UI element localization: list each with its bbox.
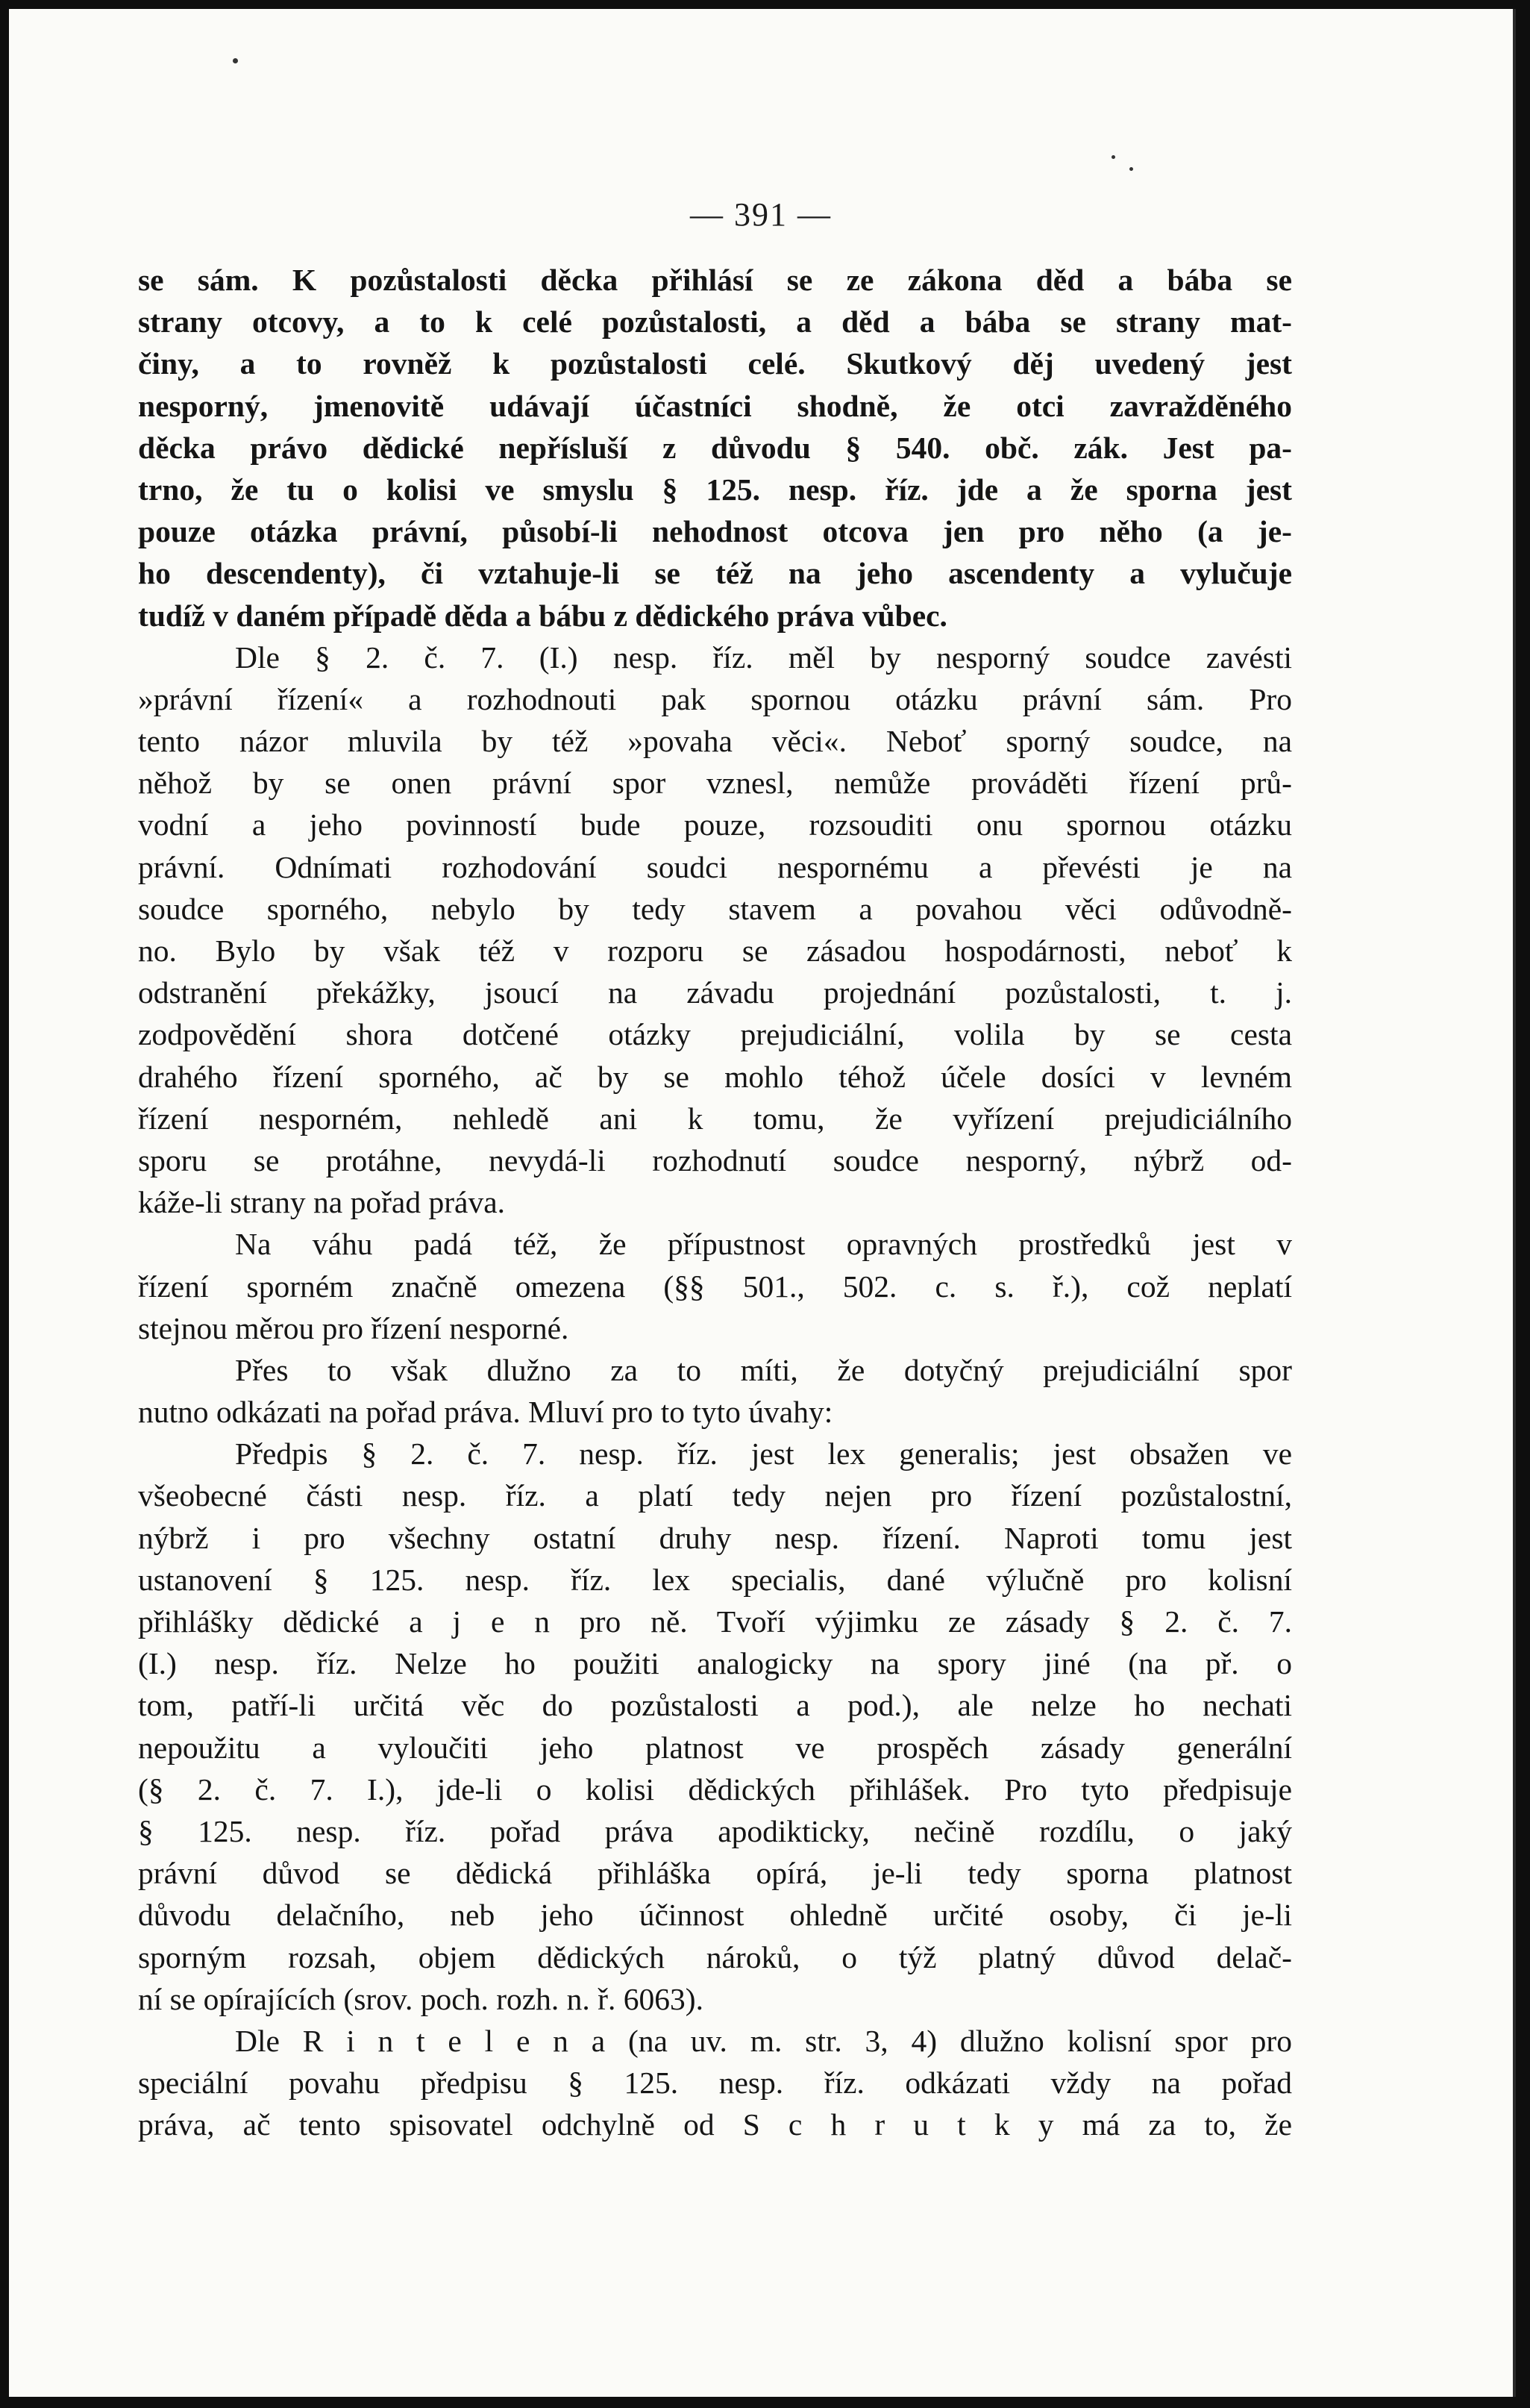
text-line: přihlášky dědické a j e n pro ně. Tvoří výjimku ze zásady § 2. č. 7. bbox=[138, 1604, 1292, 1639]
text-line: tento názor mluvila by též »povaha věci«. Neboť sporný soudce, na bbox=[138, 724, 1292, 759]
text-line: nýbrž i pro všechny ostatní druhy nesp. řízení. Naproti tomu jest bbox=[138, 1520, 1292, 1555]
text-line: nutno odkázati na pořad práva. Mluví pro to tyto úvahy: bbox=[138, 1395, 833, 1430]
text-line: tom, patří-li určitá věc do pozůstalosti a pod.), ale nelze ho nechati bbox=[138, 1688, 1292, 1723]
text-line: vodní a jeho povinností bude pouze, rozsouditi onu spornou otázku bbox=[138, 807, 1292, 842]
text-line: drahého řízení sporného, ač by se mohlo téhož účele dosíci v levném bbox=[138, 1059, 1292, 1094]
text-line: ho descendenty), či vztahuje-li se též na jeho ascendenty a vylučuje bbox=[138, 556, 1292, 591]
text-line: stejnou měrou pro řízení nesporné. bbox=[138, 1310, 569, 1345]
page-number: — 391 — bbox=[690, 196, 832, 233]
text-line: tudíž v daném případě děda a bábu z dědického práva vůbec. bbox=[138, 598, 947, 633]
text-line: Dle R i n t e l e n a (na uv. m. str. 3, 4) dlužno kolisní spor pro bbox=[235, 2023, 1292, 2058]
text-line: ustanovení § 125. nesp. říz. lex specialis, dané výlučně pro kolisní bbox=[138, 1562, 1292, 1597]
text-line: se sám. K pozůstalosti děcka přihlásí se ze zákona děd a bába se bbox=[138, 263, 1292, 297]
text-line: pouze otázka právní, působí-li nehodnost otcova jen pro něho (a je- bbox=[138, 514, 1292, 549]
text-line: speciální povahu předpisu § 125. nesp. říz. odkázati vždy na pořad bbox=[138, 2065, 1292, 2101]
ink-speck bbox=[233, 58, 238, 63]
text-line: káže-li strany na pořad práva. bbox=[138, 1185, 506, 1220]
text-line: právní. Odnímati rozhodování soudci nespornému a převésti je na bbox=[138, 849, 1292, 884]
text-line: Přes to však dlužno za to míti, že dotyčný prejudiciální spor bbox=[235, 1352, 1292, 1387]
text-line: (§ 2. č. 7. I.), jde-li o kolisi dědických přihlášek. Pro tyto předpisuje bbox=[138, 1771, 1292, 1807]
text-line: »právní řízení« a rozhodnouti pak spornou otázku právní sám. Pro bbox=[138, 681, 1292, 716]
text-line: ní se opírajících (srov. poch. rozh. n. ř. 6063). bbox=[138, 1981, 703, 2016]
text-line: strany otcovy, a to k celé pozůstalosti, a děd a bába se strany mat- bbox=[138, 304, 1292, 340]
text-line: řízení sporném značně omezena (§§ 501., 502. c. s. ř.), což neplatí bbox=[138, 1269, 1292, 1304]
text-line: Předpis § 2. č. 7. nesp. říz. jest lex generalis; jest obsažen ve bbox=[235, 1436, 1292, 1472]
text-line: § 125. nesp. říz. pořad práva apodikticky, nečině rozdílu, o jaký bbox=[138, 1813, 1292, 1848]
text-line: děcka právo dědické nepřísluší z důvodu § 540. obč. zák. Jest pa- bbox=[138, 430, 1292, 465]
text-line: sporu se protáhne, nevydá-li rozhodnutí soudce nesporný, nýbrž od- bbox=[138, 1142, 1292, 1178]
text-line: no. Bylo by však též v rozporu se zásadou hospodárnosti, neboť k bbox=[138, 934, 1292, 968]
text-line: odstranění překážky, jsoucí na závadu projednání pozůstalosti, t. j. bbox=[138, 975, 1292, 1010]
text-line: nesporný, jmenovitě udávají účastníci shodně, že otci zavražděného bbox=[138, 388, 1292, 423]
text-line: všeobecné části nesp. říz. a platí tedy nejen pro řízení pozůstalostní, bbox=[138, 1478, 1292, 1513]
text-line: trno, že tu o kolisi ve smyslu § 125. nesp. říz. jde a že sporna jest bbox=[138, 472, 1292, 507]
text-line: soudce sporného, nebylo by tedy stavem a povahou věci odůvodně- bbox=[138, 891, 1292, 926]
text-line: (I.) nesp. říz. Nelze ho použiti analogicky na spory jiné (na př. o bbox=[138, 1646, 1292, 1681]
text-line: zodpovědění shora dotčené otázky prejudiciální, volila by se cesta bbox=[138, 1017, 1292, 1052]
text-line: sporným rozsah, objem dědických nároků, o týž platný důvod delač- bbox=[138, 1939, 1292, 1974]
text-line: nepoužitu a vyloučiti jeho platnost ve prospěch zásady generální bbox=[138, 1730, 1292, 1765]
text-line: činy, a to rovněž k pozůstalosti celé. Skutkový děj uvedený jest bbox=[138, 346, 1292, 381]
ink-speck bbox=[1129, 167, 1133, 171]
ink-speck bbox=[1112, 155, 1115, 159]
text-line: Na váhu padá též, že přípustnost opravných prostředků jest v bbox=[235, 1227, 1292, 1262]
text-line: řízení nesporném, nehledě ani k tomu, že vyřízení prejudiciálního bbox=[138, 1101, 1292, 1136]
body-text bbox=[138, 259, 1292, 2145]
text-line: něhož by se onen právní spor vznesl, nemůže prováděti řízení prů- bbox=[138, 766, 1292, 801]
text-line: právní důvod se dědická přihláška opírá, je-li tedy sporna platnost bbox=[138, 1856, 1292, 1891]
book-page bbox=[9, 9, 1516, 2397]
text-line: důvodu delačního, neb jeho účinnost ohledně určité osoby, či je-li bbox=[138, 1898, 1292, 1933]
text-line: Dle § 2. č. 7. (I.) nesp. říz. měl by nesporný soudce zavésti bbox=[235, 639, 1292, 675]
text-line: práva, ač tento spisovatel odchylně od S c h r u t k y má za to, že bbox=[138, 2107, 1292, 2142]
